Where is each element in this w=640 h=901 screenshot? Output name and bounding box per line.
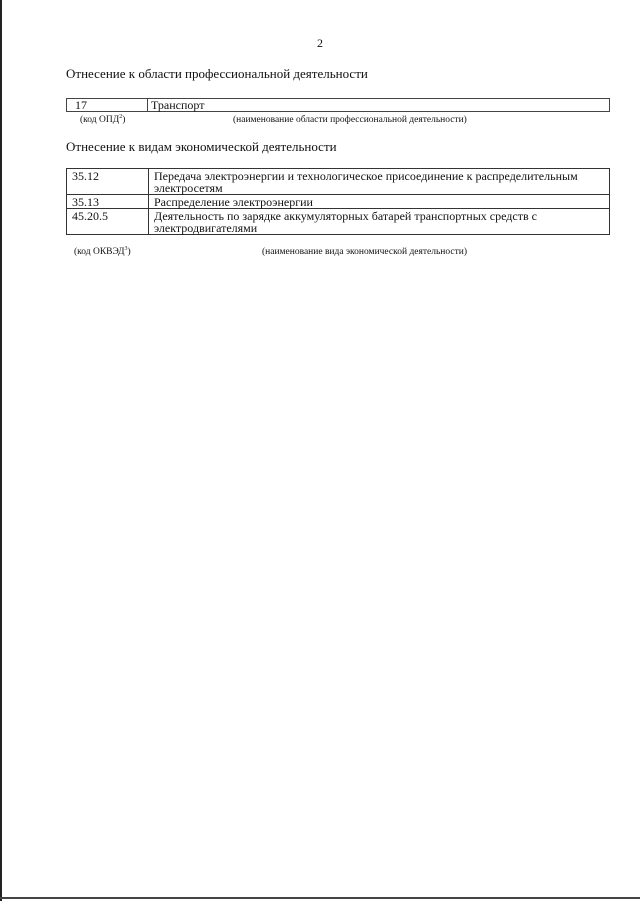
opd-code-caption: (код ОПД$^2$) [80,114,126,126]
okved-name-caption: (наименование вида экономической деятельности) [262,247,467,257]
footnote-marker: 2 [119,114,123,120]
okved-code: 35.13 [67,195,149,209]
opd-name: Транспорт [151,98,205,112]
scan-bottom-edge [0,897,640,899]
okved-name: Передача электроэнергии и технологическое присоединение к распределительным электросетям [149,169,610,195]
opd-divider [147,99,148,111]
okved-name: Распределение электроэнергии [149,195,610,209]
opd-code: 17 [75,98,87,112]
scan-left-edge [0,0,2,901]
opd-table [66,98,610,112]
okved-code: 45.20.5 [67,209,149,235]
table-row [67,169,610,195]
okved-heading: Отнесение к видам экономической деятельности [66,139,337,154]
table-row [67,209,610,235]
table-row [67,195,610,209]
opd-name-caption: (наименование области профессиональной деятельности) [233,115,467,125]
okved-name: Деятельность по зарядке аккумуляторных батарей транспортных средств с электродвигателями [149,209,610,235]
footnote-marker: 3 [124,246,128,252]
okved-code-caption: (код ОКВЭД$^3$) [74,246,131,258]
okved-table [66,168,610,235]
opd-heading: Отнесение к области профессиональной деятельности [66,66,368,81]
page-number: 2 [317,36,323,50]
okved-code: 35.12 [67,169,149,195]
